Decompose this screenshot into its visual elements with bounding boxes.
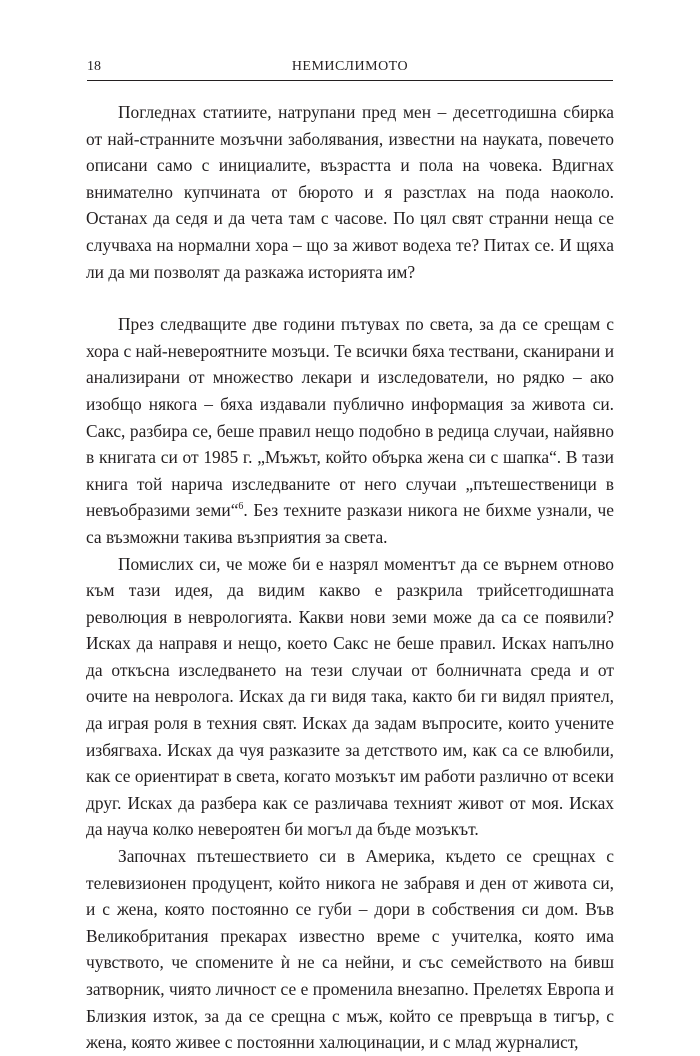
footnote-reference: 6 [238, 501, 244, 513]
paragraph-2-text: През следващите две години пътувах по света, за да се срещам с хора с най-невероятните мозъци. Те всички бяха тествани, сканирани и анализирани от множество лекари и изследователи, но рядко – ако изобщо някога – бяха издавали публично информация за живота си. Сакс, разбира се, беше правил нещо подобно в редица случаи, найявно в книгата си от 1985 г. „Мъжът, който обърка жена си с шапка“. В тази книга той нарича изследваните от него случаи „пътешественици в невъобразими земи“ [86, 314, 615, 521]
book-title: НЕМИСЛИМОТО [291, 59, 409, 74]
paragraph-4: Започнах пътешествието си в Америка, където се срещнах с телевизионен продуцент, който никога не забравя и ден от живота си, и с жена, която постоянно се губи – дори в собствения си дом. Във Великобритания прекарах известно време с учителка, която има чувството, че спомените ѝ не са нейни, и със семейството на бивш затворник, чиято личност се е променила внезапно. Прелетях Европа и Близкия изток, за да се срещна с мъж, който се превръща в тигър, с жена, която живее с постоянни халюцинации, и с млад журналист, [86, 846, 614, 1053]
page-number: 18 [87, 59, 101, 74]
paragraph-2-text-end: . Без техните разкази никога не бихме узнали, че са възможни такива възприятия за света. [86, 500, 614, 547]
paragraph-1: Погледнах статиите, натрупани пред мен – десетгодишна сбирка от най-странните мозъчни заболявания, известни на науката, повечето описани само с инициалите, възрастта и пола на човека. Вдигнах внимателно купчината от бюрото и я разстлах на пода наоколо. Останах да седя и да чета там с часове. По цял свят странни неща се случваха на нормални хора – що за живот водеха те? Питах се. И щяха ли да ми позволят да разкажа историята им? [86, 102, 614, 282]
paragraph-2 [86, 311, 614, 550]
body-text [86, 99, 614, 1056]
running-header [87, 54, 613, 81]
paragraph-3: Помислих си, че може би е назрял моментът да се върнем отново към тази идея, да видим какво е разкрила трийсетгодишната революция в неврологията. Какви нови земи може да са се появили? Исках да направя и нещо, което Сакс не беше правил. Исках напълно да откъсна изследването на тези случаи от болничната среда и от очите на невролога. Исках да ги видя така, както би ги видял приятел, да играя роля в техния свят. Исках да задам въпросите, които учените избягваха. Исках да чуя разказите за детството им, как са се влюбили, как се ориентират в света, когато мозъкът им работи различно от всеки друг. Исках да разбера как се различава техният живот от моя. Исках да науча колко невероятен би могъл да бъде мозъкът. [86, 553, 614, 840]
